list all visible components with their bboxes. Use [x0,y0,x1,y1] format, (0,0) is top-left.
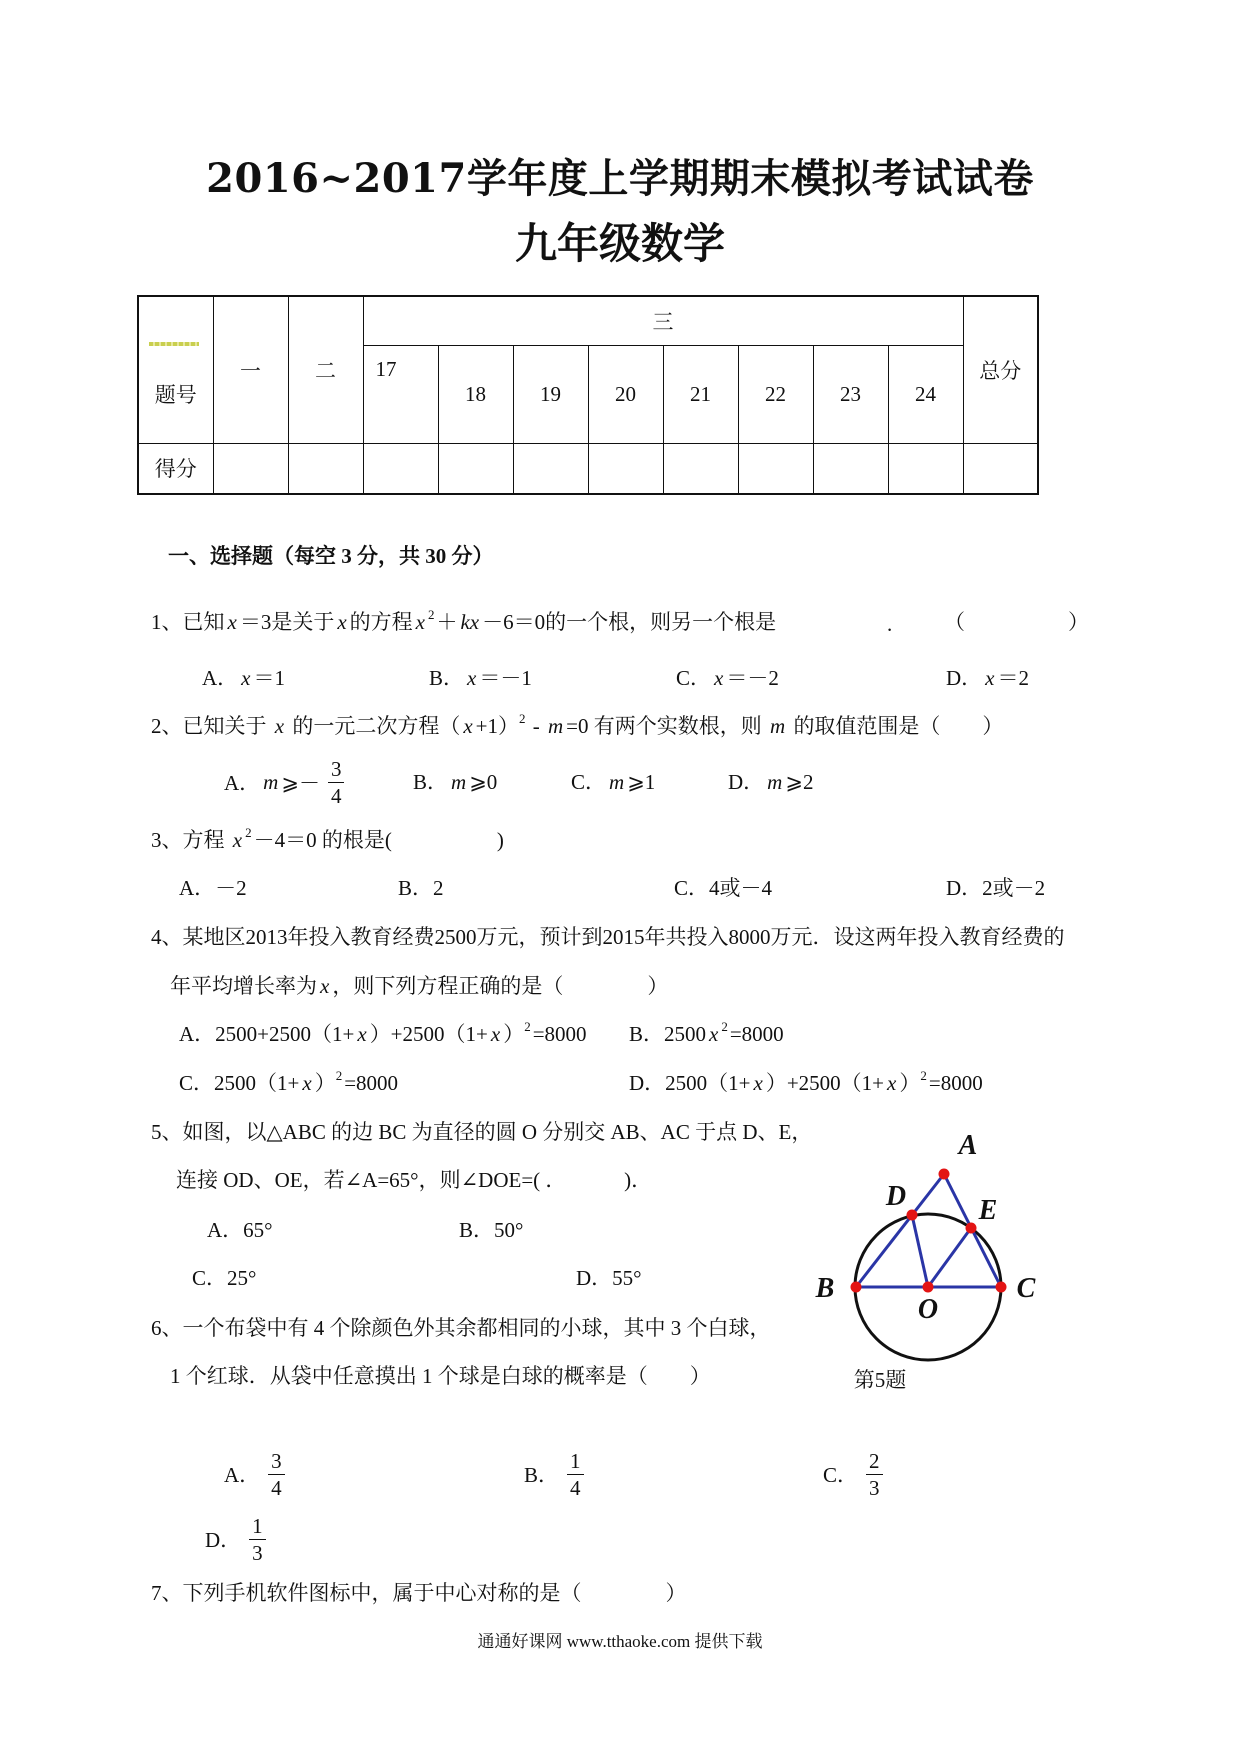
question-number-cell [663,345,738,443]
page-footer: 通通好课网 www.tthaoke.com 提供下载 [477,1632,763,1651]
option-label: C． [676,666,712,690]
fraction-numerator: 1 [567,1448,584,1475]
variable: x [320,974,330,998]
question-1-option-b [429,664,532,692]
question-number: 22 [765,381,786,406]
option-text: ）+2500（1+ [765,1071,885,1095]
option-label: D． [728,770,765,794]
question-6-option-b [524,1446,584,1502]
variable: m [548,714,564,738]
question-6-stem-line-1: 6、一个布袋中有 4 个除颜色外其余都相同的小球，其中 3 个白球， [151,1316,771,1340]
score-cell [813,443,888,494]
score-cell [888,443,963,494]
label-d: D [885,1181,907,1212]
variable: x [357,1022,367,1046]
variable: x [415,610,425,634]
question-number-cell [588,345,663,443]
answer-bracket-close: ） [1068,610,1089,634]
option-label: B． [524,1463,560,1487]
label-e: E [978,1195,998,1226]
stem-text: ，则下列方程正确的是（ ） [332,974,669,998]
label-o: O [917,1294,939,1325]
total-label: 总分 [979,358,1022,383]
score-table [137,295,1039,495]
point-o [923,1282,934,1293]
fraction-denominator: 3 [252,1540,263,1565]
row-header-cell [138,296,213,443]
option-text: ＝2 [997,666,1029,690]
label-c: C [1016,1273,1036,1304]
question-5-option-b: B．50° [459,1218,524,1242]
variable: m [767,770,783,794]
total-cell [963,296,1038,443]
variable: x [463,714,473,738]
exponent: 2 [245,825,252,840]
fraction [268,1448,285,1501]
question-5-option-d: D．55° [576,1266,642,1290]
score-row-label: 得分 [154,457,197,482]
option-text: ⩾1 [627,770,656,794]
fraction-denominator: 4 [570,1475,581,1500]
exponent: 2 [524,1019,531,1034]
option-text: D．2500（1+ [629,1071,751,1095]
variable: x [274,714,285,738]
question-4-option-d [629,1069,983,1100]
stem-text: 的一元二次方程（ [287,714,461,738]
score-cell [738,443,813,494]
variable: x [241,666,251,690]
option-relation: ⩾－ [281,771,320,795]
score-row [138,443,1038,494]
question-number-cell [813,345,888,443]
question-6-option-c [823,1446,883,1502]
question-2-option-c [571,768,655,796]
question-1-option-d [946,664,1029,692]
option-text: A．2500+2500（1+ [179,1022,355,1046]
fraction [567,1448,584,1501]
variable: kx [460,610,480,634]
exponent: 2 [427,607,435,622]
point-e [966,1223,977,1234]
option-text: =8000 [344,1071,399,1095]
exponent: 2 [335,1068,343,1083]
point-a [939,1169,950,1180]
option-label: B． [413,770,449,794]
option-text: =8000 [532,1022,587,1046]
part-two-label: 二 [315,358,336,383]
option-label: C． [571,770,607,794]
option-text: ＝－1 [479,666,532,690]
point-c [996,1282,1007,1293]
question-2-option-d [728,768,813,796]
exponent: 2 [519,711,526,726]
segment-oe [928,1228,971,1287]
stem-text: 的取值范围是（ ） [788,714,1004,738]
stem-text: 年平均增长率为 [170,974,317,998]
option-label: D． [946,666,983,690]
fraction-denominator: 4 [271,1475,282,1500]
point-b [851,1282,862,1293]
question-number-cell [888,345,963,443]
row-header-label: 题号 [154,382,197,407]
question-number: 21 [690,381,711,406]
fraction-numerator: 3 [328,756,345,783]
fraction-denominator: 4 [330,783,342,808]
question-3-option-a: A．－2 [179,876,247,900]
variable: m [609,770,625,794]
variable: x [232,828,243,852]
fraction [328,756,345,809]
question-number: 18 [465,381,486,406]
question-4-option-a [179,1020,587,1051]
variable: x [490,1022,501,1046]
question-number: 20 [615,381,636,406]
part-three-cell [363,296,963,345]
question-1-option-c [676,664,779,692]
option-text: ） [899,1071,921,1095]
subject-title: 九年级数学 [514,219,725,268]
highlight-mark [149,342,199,346]
fraction [249,1513,266,1566]
question-3-option-c: C．4或－4 [674,876,773,900]
question-6-option-a [224,1446,285,1502]
label-b: B [815,1273,835,1304]
part-two-cell [288,296,363,443]
stem-text: ＝3是关于 [239,610,335,634]
question-3-option-d: D．2或－2 [946,876,1046,900]
label-a: A [958,1130,978,1161]
question-5-stem-line-2: 连接 OD、OE，若∠A=65°，则∠DOE=( ． )． [176,1168,653,1192]
variable: x [709,1022,719,1046]
stem-text: =0 有两个实数根，则 [566,714,768,738]
option-text: ⩾2 [785,770,814,794]
variable: x [467,666,477,690]
option-text: ） [503,1022,525,1046]
score-cell [588,443,663,494]
option-text: ＝1 [253,666,285,690]
option-label: A． [202,666,239,690]
figure-caption: 第5题 [853,1368,907,1392]
variable: x [714,666,724,690]
variable: x [985,666,995,690]
segment-od [912,1215,928,1287]
score-cell [213,443,288,494]
stem-text: －6＝0的一个根，则另一个根是 [482,610,777,634]
question-number-cell [738,345,813,443]
question-1-option-a [202,664,285,692]
fraction [866,1448,883,1501]
question-number-cell [438,345,513,443]
fraction-numerator: 2 [866,1448,883,1475]
variable: x [753,1071,763,1095]
option-text: B．2500 [629,1022,707,1046]
question-2-option-a [224,754,344,810]
option-label: B． [429,666,465,690]
question-number: 23 [840,381,861,406]
question-4-option-b [629,1020,784,1051]
exponent: 2 [920,1068,927,1083]
part-one-cell [213,296,288,443]
score-cell [363,443,438,494]
question-number-cell [363,345,438,443]
stem-text: - [527,714,545,738]
question-3-option-b: B．2 [398,876,444,900]
question-6-stem-line-2: 1 个红球．从袋中任意摸出 1 个球是白球的概率是（ ） [170,1364,711,1388]
stem-text: 2、已知关于 [151,714,272,738]
stray-dot: . [887,612,893,636]
question-number: 24 [915,381,936,406]
section-one-heading: 一、选择题（每空 3 分，共 30 分） [168,544,494,568]
option-label: D． [205,1528,242,1552]
score-row-label-cell [138,443,213,494]
question-5-option-c: C．25° [192,1266,257,1290]
exponent: 2 [721,1019,728,1034]
option-text: ）+2500（1+ [369,1022,488,1046]
score-cell [963,443,1038,494]
question-6-option-d [205,1511,266,1567]
question-4-stem-line-1: 4、某地区2013年投入教育经费2500万元，预计到2015年共投入8000万元．设这两年投入教育经费的 [151,925,1065,949]
variable: x [302,1071,312,1095]
fraction-numerator: 1 [249,1513,266,1540]
score-table-header-row [138,296,1038,345]
question-4-option-c [179,1069,398,1100]
stem-text: －4＝0 的根是( ) [253,828,504,852]
variable: x [887,1071,897,1095]
option-text: ＝－2 [726,666,779,690]
option-text: =8000 [928,1071,983,1095]
option-text: ⩾0 [469,770,498,794]
stem-text: 的方程 [349,610,413,634]
fraction-numerator: 3 [268,1448,285,1475]
variable: m [770,714,786,738]
question-number-cell [513,345,588,443]
score-cell [438,443,513,494]
option-label: A． [224,771,261,795]
variable: x [227,610,237,634]
question-3-stem [151,826,504,857]
variable: m [263,769,279,794]
score-cell [513,443,588,494]
question-4-stem-line-2 [170,972,668,1000]
question-number: 17 [375,356,397,381]
option-label: C． [823,1463,859,1487]
option-label: A． [224,1463,261,1487]
question-5-stem-line-1: 5、如图，以△ABC 的边 BC 为直径的圆 O 分别交 AB、AC 于点 D、E， [151,1120,813,1144]
stem-text: 1、已知 [151,610,225,634]
question-2-stem [151,712,1003,743]
question-2-option-b [413,768,497,796]
part-one-label: 一 [240,358,261,383]
option-text: C．2500（1+ [179,1071,300,1095]
question-5-option-a: A．65° [207,1218,273,1242]
point-d [907,1210,918,1221]
stem-text: +1） [475,714,519,738]
stem-text: 3、方程 [151,828,230,852]
option-text: =8000 [729,1022,784,1046]
question-number: 19 [540,381,561,406]
circle-triangle-figure [800,1130,1050,1400]
score-cell [288,443,363,494]
stem-text: ＋ [436,610,458,634]
score-cell [663,443,738,494]
fraction-denominator: 3 [869,1475,880,1500]
question-1-stem [151,608,776,639]
variable: m [451,770,467,794]
part-three-label: 三 [652,309,674,334]
variable: x [337,610,347,634]
answer-bracket-open: （ [944,610,965,634]
option-text: ） [314,1071,336,1095]
exam-title: 2016~2017学年度上学期期末模拟考试试卷 [206,155,1034,202]
question-7-stem: 7、下列手机软件图标中，属于中心对称的是（ ） [151,1581,687,1605]
